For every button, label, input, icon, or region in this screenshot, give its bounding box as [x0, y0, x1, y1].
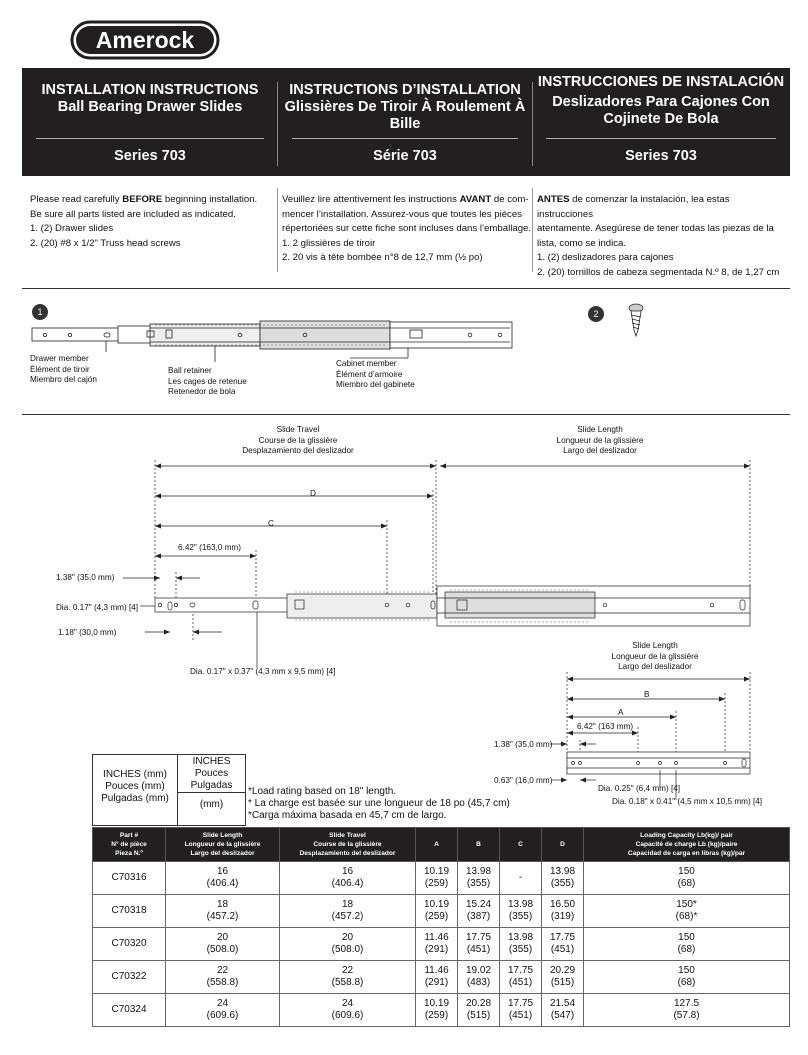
table-row [93, 928, 790, 961]
banner-title: INSTALLATION INSTRUCTIONS [41, 82, 259, 98]
units-legend: INCHES (mm) Pouces (mm) Pulgadas (mm) INCHES Pouces Pulgadas (mm) [92, 754, 246, 826]
parts-slide-drawing [32, 321, 512, 362]
table-cell: 22 (558.8) [280, 961, 416, 994]
table-header: A [416, 828, 458, 862]
banner-rule [292, 138, 518, 139]
table-cell: 20 (508.0) [280, 928, 416, 961]
cabinet-dimension-drawing [550, 672, 750, 800]
banner-english [22, 68, 278, 176]
table-cell: 10.19 (259) [416, 862, 458, 895]
amerock-logo [70, 20, 220, 60]
table-header: Slide Travel Course de la glissière Desplazamiento del deslizador [280, 828, 416, 862]
table-cell: 17.75 (451) [458, 928, 500, 961]
dim-063-label: 0.63" (16,0 mm) [494, 776, 553, 785]
banner-rule [36, 138, 264, 139]
brand-name: Amerock [95, 27, 195, 53]
table-header: B [458, 828, 500, 862]
banner-spanish [532, 68, 790, 176]
table-cell: 13.98 (355) [500, 928, 542, 961]
table-cell: 15.24 (387) [458, 895, 500, 928]
table-row [93, 994, 790, 1027]
table-cell: 20.29 (515) [542, 961, 584, 994]
dim-025-label: Dia. 0.25" (6,4 mm) [4] [598, 784, 681, 793]
table-cell: C70322 [93, 961, 166, 994]
table-header: Part # N° de pièce Pieza N.º [93, 828, 166, 862]
load-rating-notes: *Load rating based on 18" length. * La charge est basée sur une longueur de 18 po (45,7 cm) *Carga máxima basada en 45,7 cm de largo. [248, 786, 510, 821]
table-cell: C70318 [93, 895, 166, 928]
spec-table [92, 827, 790, 1027]
banner-series: Series 703 [114, 148, 186, 164]
table-cell: 16.50 (319) [542, 895, 584, 928]
dim-642-label: 6.42" (163,0 mm) [178, 543, 241, 552]
table-cell: 150 (68) [584, 862, 790, 895]
dim-a-label: A [618, 708, 624, 717]
table-cell: 150* (68)* [584, 895, 790, 928]
dim-138-label: 1.38" (35,0 mm) [56, 573, 115, 582]
table-cell: 13.98 (355) [500, 895, 542, 928]
table-cell: 127.5 (57.8) [584, 994, 790, 1027]
table-cell: 20 (508.0) [166, 928, 280, 961]
dim-d-label: D [310, 489, 316, 498]
banner-subtitle: Glissières De Tiroir À Roulement À Bille [284, 99, 526, 132]
table-cell: 13.98 (355) [458, 862, 500, 895]
table-cell: 22 (558.8) [166, 961, 280, 994]
table-cell: 10.19 (259) [416, 994, 458, 1027]
banner-rule [546, 138, 776, 139]
table-cell: 19.02 (483) [458, 961, 500, 994]
dim-c-label: C [268, 519, 274, 528]
table-cell: 18 (457.2) [166, 895, 280, 928]
intro-french: Veuillez lire attentivement les instructions AVANT de com- mencer l’installation. Assurez-vous que toutes les pièces répertoriées sur cette fiche sont incluses dans l’emballage. 1. 2 glissières de tiroir 2. 20 vis à tête bombée n°8 de 12,7 mm (½ po) [282, 194, 532, 264]
banner-series: Série 703 [373, 148, 437, 164]
slide-length-label: Slide Length Longueur de la glissière Largo del deslizador [556, 425, 644, 455]
section-rule [22, 414, 790, 415]
banner-french [278, 68, 532, 176]
step-1-marker: 1 [32, 304, 48, 320]
banner-subtitle: Deslizadores Para Cajones Con [552, 94, 770, 110]
table-cell: C70320 [93, 928, 166, 961]
dim-642b-label: 6.42" (163 mm) [577, 722, 634, 731]
table-cell: 11.46 (291) [416, 928, 458, 961]
dimension-drawing [123, 460, 750, 668]
banner-series: Series 703 [625, 148, 697, 164]
table-cell: 20.28 (515) [458, 994, 500, 1027]
intro-divider [277, 188, 278, 272]
intro-spanish: ANTES de comenzar la instalación, lea estas instrucciones atentamente. Asegúrese de tener todas las piezas de la lista, como se indica. 1. (2) deslizadores para cajones 2. (20) tornillos de cabeza segmentada N.º 8, de 1,27 cm [537, 194, 780, 278]
table-cell: 24 (609.6) [166, 994, 280, 1027]
title-banner [22, 68, 790, 176]
screw-icon [629, 304, 643, 336]
table-row [93, 862, 790, 895]
dim-118-label: 1.18" (30,0 mm) [58, 628, 117, 637]
banner-title: INSTRUCCIONES DE INSTALACIÓN [537, 74, 785, 90]
banner-subtitle: Ball Bearing Drawer Slides [57, 99, 243, 115]
intro-divider [532, 188, 533, 272]
section-rule [22, 288, 790, 289]
dim-b-label: B [644, 690, 650, 699]
step-2-marker: 2 [588, 306, 604, 322]
table-cell: 17.75 (451) [500, 961, 542, 994]
table-cell: 17.75 (451) [500, 994, 542, 1027]
table-cell: 150 (68) [584, 961, 790, 994]
cabinet-member-label: Cabinet member Élément d’armoire Miembro del gabinete [336, 359, 415, 389]
table-cell: C70324 [93, 994, 166, 1027]
drawer-member-label: Drawer member Élément de tiroir Miembro del cajón [30, 354, 97, 384]
dim-018-label: Dia. 0.18" x 0.41" (4,5 mm x 10,5 mm) [4] [612, 797, 763, 806]
slide-travel-label: Slide Travel Course de la glissière Desplazamiento del deslizador [242, 425, 354, 455]
table-cell: 11.46 (291) [416, 961, 458, 994]
table-header: Slide Length Longueur de la glissière Largo del deslizador [166, 828, 280, 862]
table-row [93, 895, 790, 928]
table-cell: C70316 [93, 862, 166, 895]
table-header: C [500, 828, 542, 862]
table-header: Loading Capacity Lb(kg)/ pair Capacité de charge Lb (kg)/paire Capacidad de carga en libras (kg)/par [584, 828, 790, 862]
table-cell: 16 (406.4) [280, 862, 416, 895]
dim-slot-label: Dia. 0.17" x 0.37" (4,3 mm x 9,5 mm) [4] [190, 667, 336, 676]
table-cell: 150 (68) [584, 928, 790, 961]
table-cell: - [500, 862, 542, 895]
dimension-arrows [154, 464, 750, 635]
small-slide-length-label: Slide Length Longueur de la glissière Largo del deslizador [611, 641, 699, 671]
table-cell: 10.19 (259) [416, 895, 458, 928]
dim-138b-label: 1.38" (35,0 mm) [494, 740, 553, 749]
dim-hole-diameter-label: Dia. 0.17" (4,3 mm) [4] [56, 603, 139, 612]
table-header: D [542, 828, 584, 862]
banner-title: INSTRUCTIONS D’INSTALLATION [289, 82, 521, 98]
ball-retainer-label: Ball retainer Les cages de retenue Retenedor de bola [168, 366, 247, 396]
intro-english: Please read carefully BEFORE beginning installation. Be sure all parts listed are included as indicated. 1. (2) Drawer slides 2. (20) #8 x 1/2" Truss head screws [30, 194, 258, 249]
table-cell: 21.54 (547) [542, 994, 584, 1027]
table-cell: 18 (457.2) [280, 895, 416, 928]
banner-subtitle-2: Cojinete De Bola [603, 111, 719, 127]
table-cell: 24 (609.6) [280, 994, 416, 1027]
table-cell: 13.98 (355) [542, 862, 584, 895]
table-cell: 17.75 (451) [542, 928, 584, 961]
table-row [93, 961, 790, 994]
table-cell: 16 (406.4) [166, 862, 280, 895]
